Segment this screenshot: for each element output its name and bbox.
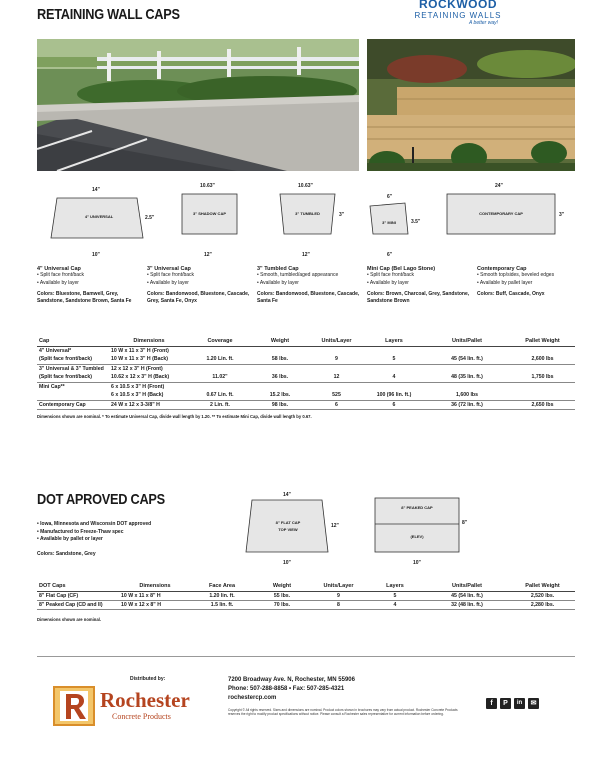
peaked-cap-side-dim: 8" (462, 520, 468, 526)
dot-features (37, 521, 237, 558)
table-cell: 2 Lin. ft. (189, 400, 251, 409)
website-link[interactable]: rochestercp.com (228, 695, 277, 701)
table-cell (251, 346, 309, 355)
mini-bottom-dim: 6" (387, 252, 393, 258)
flat-cap-shape-label: 8" FLAT CAP (275, 520, 301, 525)
rockwood-logo (410, 0, 506, 26)
product-name: 4" Universal Cap (37, 266, 81, 272)
product-colors: Colors: Bluestone, Bamwell, Grey, Sandstone, Sandstone Brown, Santa Fe (37, 291, 132, 304)
table-row (37, 364, 575, 373)
legal-text: Copyright © All rights reserved. Sizes and dimensions are nominal. Product colors shown in brochures may vary from actual product. Rochester Concrete Products reserves the right to modify product specifications without notice. Please consult a Rochester sales representative for current information before ordering. (228, 708, 458, 717)
column-header: Weight (251, 337, 309, 346)
column-header: Layers (366, 582, 424, 591)
dot-feature: • Iowa, Minnesota and Wisconsin DOT approved (37, 521, 152, 527)
table-row (37, 400, 575, 409)
email-icon[interactable]: ✉ (528, 698, 539, 709)
table-cell: 24 W x 12 x 3-3/8" H (109, 400, 189, 409)
table-cell: 98 lbs. (251, 400, 309, 409)
table-cell (37, 391, 109, 400)
flat-cap-side-dim: 12" (331, 523, 339, 529)
table-cell (364, 346, 424, 355)
product-feature: • Available by pallet layer (477, 279, 533, 286)
column-header: Units/Layer (309, 337, 364, 346)
table-cell (364, 364, 424, 373)
table-cell: (Split face front/back) (37, 373, 109, 382)
cap-shape-diagrams (37, 183, 582, 263)
column-header: Face Area (191, 582, 253, 591)
product-feature: • Smooth top/sides, beveled edges (477, 272, 555, 278)
product-mini (367, 266, 472, 305)
contemporary-shape-label: CONTEMPORARY CAP (479, 211, 523, 216)
column-header: Dimensions (119, 582, 191, 591)
table-cell (189, 364, 251, 373)
column-header: Units/Layer (311, 582, 366, 591)
flat-cap-top-dim: 14" (283, 492, 291, 498)
product-colors: Colors: Brown, Charcoal, Grey, Sandstone, Sandstone Brown (367, 291, 470, 304)
table-cell: 32 (48 lin. ft.) (424, 600, 510, 609)
product-contemporary (477, 266, 577, 298)
table-cell: 9 (309, 355, 364, 364)
tumbled-bottom-dim: 12" (302, 252, 310, 258)
facebook-icon[interactable]: f (486, 698, 497, 709)
table-cell (189, 346, 251, 355)
mini-top-dim: 6" (387, 194, 393, 200)
table-cell (424, 382, 510, 391)
table-row (37, 391, 575, 400)
dot-feature: • Manufactured to Freeze-Thaw spec (37, 528, 124, 535)
table-row (37, 346, 575, 355)
contemporary-top-dim: 24" (495, 183, 503, 189)
caps-spec-table (37, 337, 575, 419)
page-title: RETAINING WALL CAPS (37, 6, 180, 23)
table-cell: 10 W x 11 x 3" H (Front) (111, 347, 169, 354)
product-tumbled (257, 266, 362, 305)
table-row (37, 382, 575, 391)
product-feature: • Available by layer (257, 279, 299, 286)
rochester-logo (52, 685, 212, 727)
product-name: 3" Tumbled Cap (257, 266, 299, 272)
table-cell: 1.5 lin. ft. (191, 600, 253, 609)
shadow-cap-shape-label: 3" SHADOW CAP (192, 211, 226, 216)
contact-block (228, 676, 458, 716)
table-cell: 10 W x 12 x 8" H (119, 600, 191, 609)
dot-shape-diagrams (240, 490, 480, 568)
table-cell (309, 364, 364, 373)
rochester-mark-icon (52, 685, 96, 727)
table-cell: 6 (364, 400, 424, 409)
product-feature: • Available by layer (37, 279, 79, 286)
universal-shape-label: 4" UNIVERSAL (84, 214, 114, 219)
table-cell: 525 (309, 391, 364, 400)
column-header: Units/Pallet (424, 337, 510, 346)
table-cell (424, 346, 510, 355)
table-cell: 10.62 x 12 x 3" H (Back) (109, 373, 189, 382)
table-cell: 48 (35 lin. ft.) (424, 373, 510, 382)
product-descriptions (37, 266, 577, 326)
table-row (37, 355, 575, 364)
table-cell: 12 x 12 x 3" H (Front) (111, 365, 163, 372)
column-header: Coverage (189, 337, 251, 346)
shadow-cap-bottom-dim: 12" (204, 252, 212, 258)
peaked-cap-bottom-dim: 10" (413, 560, 421, 566)
product-name: 3" Universal Cap (147, 266, 191, 272)
column-header: Layers (364, 337, 424, 346)
rochester-company-name: Rochester (100, 688, 190, 712)
pinterest-icon[interactable]: P (500, 698, 511, 709)
universal-side-dim: 2.5" (145, 215, 155, 221)
table-cell (510, 346, 575, 355)
table-cell: 45 (54 lin. ft.) (424, 355, 510, 364)
table-cell: 2,280 lbs. (510, 600, 575, 609)
product-name: Contemporary Cap (477, 266, 527, 272)
product-feature: • Smooth, tumbled/aged appearance (257, 272, 339, 278)
tumbled-side-dim: 3" (339, 212, 345, 218)
table-cell: 1,750 lbs (510, 373, 575, 382)
phone-fax: Phone: 507-288-8858 • Fax: 507-285-4321 (228, 686, 345, 692)
address: 7200 Broadway Ave. N, Rochester, MN 55906 (228, 677, 355, 683)
linkedin-icon[interactable]: in (514, 698, 525, 709)
table-cell: 1.20 lin. ft. (191, 591, 253, 600)
distributed-by-label: Distributed by: (130, 676, 166, 682)
product-name: Mini Cap (Bel Lago Stone) (367, 266, 436, 272)
dot-spec-table (37, 582, 575, 622)
table-cell: 36 lbs. (251, 373, 309, 382)
dot-table-note: Dimensions shown are nominal. (37, 616, 101, 622)
table-cell: 5 (364, 355, 424, 364)
table-row (37, 373, 575, 382)
flat-cap-bottom-dim: 10" (283, 560, 291, 566)
table-cell: 1.20 Lin. ft. (189, 355, 251, 364)
product-feature: • Split face front/back (367, 272, 415, 278)
table-cell (424, 364, 510, 373)
table-cell: 100 (96 lin. ft.) (364, 391, 424, 400)
table-cell: 1,600 lbs (424, 391, 510, 400)
table-cell (189, 382, 251, 391)
table-cell: 2,520 lbs. (510, 591, 575, 600)
table-header-row (37, 582, 575, 591)
table-cell: 4 (364, 373, 424, 382)
product-universal (37, 266, 142, 305)
shadow-cap-top-dim: 10.63" (200, 183, 215, 189)
dot-feature: • Available by pallet or layer (37, 536, 103, 542)
column-header: Cap (37, 337, 109, 346)
social-icons (486, 698, 539, 709)
table-cell: 8" Peaked Cap (CD and II) (37, 600, 119, 609)
table-cell: 2,600 lbs (510, 355, 575, 364)
dot-colors: Colors: Sandstone, Grey (37, 550, 96, 557)
photo-parking-wall (37, 39, 359, 171)
brand-tagline: A better way! (469, 20, 498, 26)
mini-side-dim: 3.5" (411, 219, 421, 225)
table-cell: 9 (311, 591, 366, 600)
dot-section-title: DOT APROVED CAPS (37, 491, 165, 508)
table-cell: 3" Universal & 3" Tumbled (39, 365, 104, 372)
table-cell (364, 382, 424, 391)
table-cell: 0.67 Lin. ft. (189, 391, 251, 400)
table-cell: 6 x 10.5 x 3" H (Front) (111, 383, 165, 390)
column-header: Dimensions (109, 337, 189, 346)
tumbled-top-dim: 10.63" (298, 183, 313, 189)
photo-terraced-wall (367, 39, 575, 171)
column-header: Pallet Weight (510, 582, 575, 591)
table-cell (510, 364, 575, 373)
caps-table-note: Dimensions shown are nominal. * To estimate Universal Cap, divide wall length by 1.20. ** To estimate Mini Cap, divide wall length by 0.67. (37, 413, 312, 419)
product-colors: Colors: Bandonwood, Bluestone, Cascade, Grey, Santa Fe, Onyx (147, 291, 250, 304)
brand-sub: RETAINING WALLS (414, 11, 502, 20)
table-cell: 36 (72 lin. ft.) (424, 400, 510, 409)
table-cell: 10 W x 11 x 3" H (Back) (109, 355, 189, 364)
table-cell: 5 (366, 591, 424, 600)
table-cell: 45 (54 lin. ft.) (424, 591, 510, 600)
table-cell: 4" Universal* (39, 347, 72, 354)
peaked-cap-shape-label: 8" PEAKED CAP (401, 505, 433, 510)
peaked-cap-view-label: (ELEV) (410, 534, 424, 539)
table-cell: 12 (309, 373, 364, 382)
table-cell (510, 391, 575, 400)
table-cell: 6 x 10.5 x 3" H (Back) (109, 391, 189, 400)
table-header-row (37, 337, 575, 346)
table-cell (510, 382, 575, 391)
column-header: DOT Caps (37, 582, 119, 591)
table-cell: 2,650 lbs (510, 400, 575, 409)
column-header: Units/Pallet (424, 582, 510, 591)
table-cell: 8 (311, 600, 366, 609)
column-header: Weight (253, 582, 311, 591)
footer-divider (37, 656, 575, 657)
table-cell: 6 (309, 400, 364, 409)
table-cell: Contemporary Cap (37, 400, 109, 409)
table-cell (309, 346, 364, 355)
table-cell: (Split face front/back) (37, 355, 109, 364)
product-feature: • Available by layer (147, 279, 189, 286)
brand-name: ROCKWOOD (419, 0, 497, 11)
product-shadow-cap (147, 266, 252, 305)
rochester-company-sub: Concrete Products (112, 712, 171, 721)
product-colors: Colors: Buff, Cascade, Onyx (477, 291, 545, 297)
mini-shape-label: 3" MINI (382, 220, 396, 225)
table-cell: 4 (366, 600, 424, 609)
contemporary-side-dim: 3" (559, 212, 565, 218)
table-cell: 11.02" (189, 373, 251, 382)
table-cell (309, 382, 364, 391)
table-cell (251, 364, 309, 373)
universal-bottom-dim: 10" (92, 252, 100, 258)
product-feature: • Available by layer (367, 279, 409, 286)
flat-cap-view-label: TOP VIEW (278, 527, 298, 532)
table-cell: 70 lbs. (253, 600, 311, 609)
table-row (37, 591, 575, 600)
table-cell: 15.2 lbs. (251, 391, 309, 400)
product-feature: • Split face front/back (147, 272, 195, 278)
tumbled-shape-label: 3" TUMBLED (295, 211, 320, 216)
table-cell: Mini Cap** (39, 383, 65, 390)
product-colors: Colors: Bandonwood, Bluestone, Cascade, Santa Fe (257, 291, 360, 304)
table-cell: 8" Flat Cap (CF) (37, 591, 119, 600)
table-cell (251, 382, 309, 391)
table-row (37, 600, 575, 609)
universal-top-dim: 14" (92, 187, 100, 193)
table-cell: 10 W x 11 x 8" H (119, 591, 191, 600)
column-header: Pallet Weight (510, 337, 575, 346)
table-cell: 58 lbs. (251, 355, 309, 364)
product-feature: • Split face front/back (37, 272, 85, 278)
table-cell: 55 lbs. (253, 591, 311, 600)
